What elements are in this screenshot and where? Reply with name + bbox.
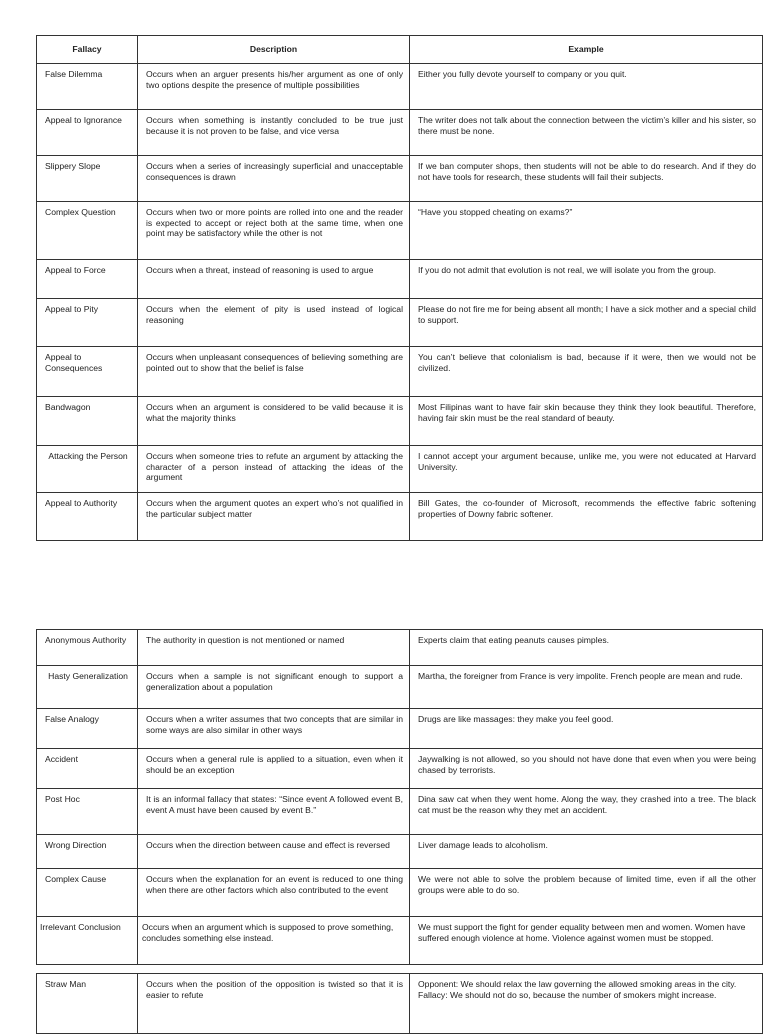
table-row [37, 347, 763, 397]
table-row [37, 709, 763, 749]
fallacy-example: You can’t believe that colonialism is bad, because if it were, then we would not be civilized. [410, 347, 763, 397]
table-row [37, 299, 763, 347]
table-row [37, 260, 763, 299]
fallacy-name: Slippery Slope [37, 156, 138, 202]
table-row [37, 110, 763, 156]
fallacy-name: Appeal to Consequences [37, 347, 138, 397]
fallacy-example: “Have you stopped cheating on exams?” [410, 202, 763, 260]
fallacy-example: Experts claim that eating peanuts causes pimples. [410, 630, 763, 666]
table-row [37, 64, 763, 110]
fallacy-name: Appeal to Ignorance [37, 110, 138, 156]
fallacy-description: Occurs when something is instantly concluded to be true just because it is not proven to be false, and vice versa [138, 110, 410, 156]
fallacy-description: Occurs when the argument quotes an expert who’s not qualified in the particular subject matter [138, 493, 410, 541]
fallacy-description: Occurs when a sample is not significant enough to support a generalization about a population [138, 666, 410, 709]
table-row [37, 749, 763, 789]
fallacy-example: We must support the fight for gender equality between men and women. Women have suffered enough violence at home. Violence against women must be stopped. [410, 917, 763, 965]
fallacy-description: Occurs when a writer assumes that two concepts that are similar in some ways are also similar in other ways [138, 709, 410, 749]
fallacy-example: Most Filipinas want to have fair skin because they think they look beautiful. Therefore, having fair skin must be the real standard of beauty. [410, 397, 763, 446]
fallacy-description: Occurs when the position of the opposition is twisted so that it is easier to refute [138, 974, 410, 1034]
table-row [37, 493, 763, 541]
fallacy-table-1 [36, 35, 763, 541]
fallacy-description: Occurs when a series of increasingly superficial and unacceptable consequences is drawn [138, 156, 410, 202]
fallacy-description: Occurs when someone tries to refute an argument by attacking the character of a person instead of attacking the ideas of the argument [138, 446, 410, 493]
fallacy-name: Wrong Direction [37, 835, 138, 869]
fallacy-name: Appeal to Force [37, 260, 138, 299]
table-row [37, 446, 763, 493]
table-row [37, 630, 763, 666]
fallacy-name: Complex Question [37, 202, 138, 260]
fallacy-example: Martha, the foreigner from France is very impolite. French people are mean and rude. [410, 666, 763, 709]
table-row [37, 789, 763, 835]
fallacy-description: Occurs when an argument is considered to be valid because it is what the majority thinks [138, 397, 410, 446]
fallacy-example: Either you fully devote yourself to company or you quit. [410, 64, 763, 110]
table-row [37, 917, 763, 965]
fallacy-example: Please do not fire me for being absent all month; I have a sick mother and a special child to support. [410, 299, 763, 347]
fallacy-example: If you do not admit that evolution is not real, we will isolate you from the group. [410, 260, 763, 299]
table-row [37, 974, 763, 1034]
fallacy-name: False Analogy [37, 709, 138, 749]
fallacy-name: Accident [37, 749, 138, 789]
fallacy-description: Occurs when the direction between cause and effect is reversed [138, 835, 410, 869]
fallacy-description: It is an informal fallacy that states: “Since event A followed event B, event A must have been caused by event B.” [138, 789, 410, 835]
header-example: Example [410, 36, 763, 64]
fallacy-name: Irrelevant Conclusion [37, 917, 138, 965]
fallacy-name: Bandwagon [37, 397, 138, 446]
fallacy-example: The writer does not talk about the connection between the victim’s killer and his sister, so there must be none. [410, 110, 763, 156]
table-row [37, 869, 763, 917]
fallacy-table-2 [36, 629, 763, 965]
fallacy-description: Occurs when a general rule is applied to a situation, even when it should be an exception [138, 749, 410, 789]
fallacy-description: Occurs when the element of pity is used instead of logical reasoning [138, 299, 410, 347]
fallacy-example: If we ban computer shops, then students will not be able to do research. And if they do not have tools for research, these students will fail their subjects. [410, 156, 763, 202]
fallacy-description: Occurs when two or more points are rolled into one and the reader is expected to accept or reject both at the same time, when one point may be satisfactory while the other is not [138, 202, 410, 260]
fallacy-name: Anonymous Authority [37, 630, 138, 666]
table-header-row [37, 36, 763, 64]
fallacy-example: I cannot accept your argument because, unlike me, you were not educated at Harvard University. [410, 446, 763, 493]
header-fallacy: Fallacy [37, 36, 138, 64]
header-description: Description [138, 36, 410, 64]
fallacy-name: Appeal to Pity [37, 299, 138, 347]
fallacy-name: Complex Cause [37, 869, 138, 917]
fallacy-description: Occurs when the explanation for an event is reduced to one thing when there are other factors which also contributed to the event [138, 869, 410, 917]
fallacy-description: Occurs when a threat, instead of reasoning is used to argue [138, 260, 410, 299]
fallacy-description: Occurs when an arguer presents his/her argument as one of only two options despite the presence of multiple possibilities [138, 64, 410, 110]
table-row [37, 202, 763, 260]
fallacy-example: We were not able to solve the problem because of limited time, even if all the other groups were able to do so. [410, 869, 763, 917]
fallacy-description: Occurs when an argument which is supposed to prove something, concludes something else instead. [138, 917, 410, 965]
example-line-fallacy: Fallacy: We should not do so, because the number of smokers might increase. [418, 989, 717, 1000]
fallacy-name: Straw Man [37, 974, 138, 1034]
table-row [37, 666, 763, 709]
fallacy-table-3 [36, 973, 763, 1034]
fallacy-description: Occurs when unpleasant consequences of believing something are pointed out to show that the belief is false [138, 347, 410, 397]
fallacy-example [410, 974, 763, 1034]
fallacy-description: The authority in question is not mentioned or named [138, 630, 410, 666]
table-row [37, 835, 763, 869]
fallacy-name: Attacking the Person [37, 446, 138, 493]
fallacy-name: Appeal to Authority [37, 493, 138, 541]
fallacy-example: Bill Gates, the co-founder of Microsoft, recommends the effective fabric softening properties of Downy fabric softener. [410, 493, 763, 541]
fallacy-example: Jaywalking is not allowed, so you should not have done that even when you were being chased by terrorists. [410, 749, 763, 789]
table-row [37, 156, 763, 202]
fallacy-example: Liver damage leads to alcoholism. [410, 835, 763, 869]
example-line-opponent: Opponent: We should relax the law governing the allowed smoking areas in the city. [418, 979, 737, 989]
fallacy-example: Dina saw cat when they went home. Along the way, they crashed into a tree. The black cat must be the reason why they met an accident. [410, 789, 763, 835]
fallacy-example: Drugs are like massages: they make you feel good. [410, 709, 763, 749]
fallacy-name: False Dilemma [37, 64, 138, 110]
table-row [37, 397, 763, 446]
fallacy-name: Hasty Generalization [37, 666, 138, 709]
fallacy-name: Post Hoc [37, 789, 138, 835]
